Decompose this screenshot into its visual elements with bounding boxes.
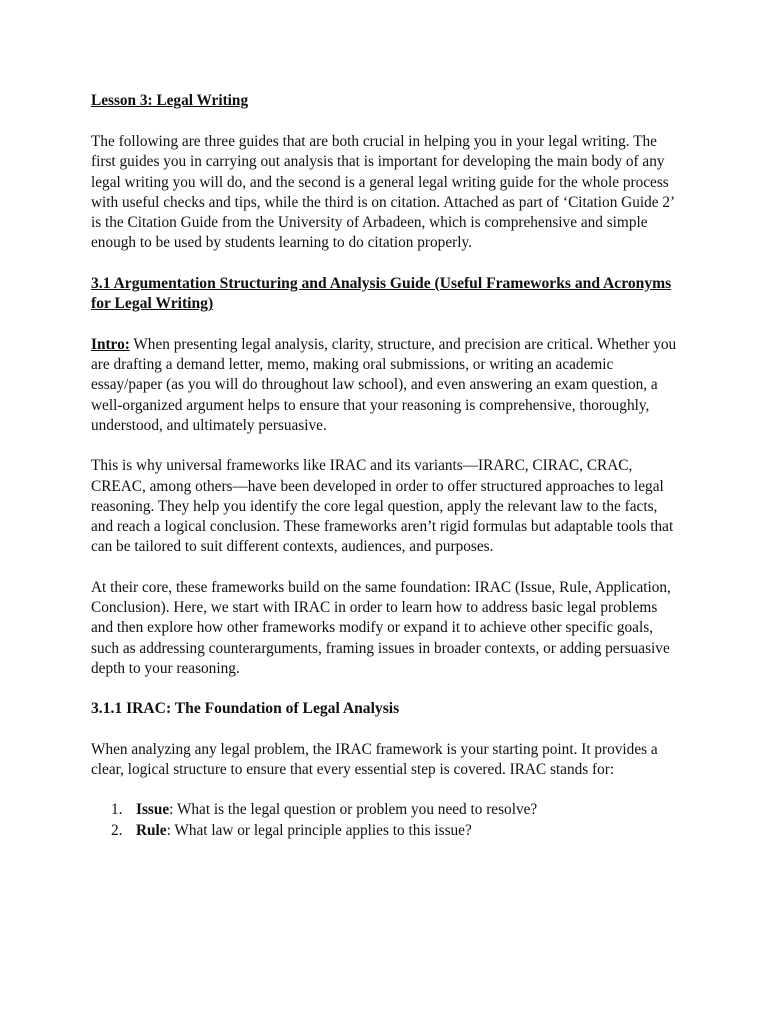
core-paragraph: At their core, these frameworks build on the same foundation: IRAC (Issue, Rule, Application, Conclusion). Here, we start with IRAC in order to learn how to address basic legal problems and then explore how other frameworks modify or expand it to achieve other specific goals, such as addressing counterarguments, framing issues in broader contexts, or adding persuasive depth to your reasoning.	[91, 578, 671, 677]
list-item	[91, 800, 680, 820]
list-term: Issue	[136, 801, 170, 819]
intro-section-paragraph	[91, 335, 680, 436]
intro-text: When presenting legal analysis, clarity, structure, and precision are critical. Whether you are drafting a demand letter, memo, making oral submissions, or writing an academic essay/paper (as you will do throughout law school), and even answering an exam question, a well-organized argument helps to ensure that your reasoning is comprehensive, thoroughly, understood, and ultimately persuasive.	[91, 335, 677, 434]
subsection-heading: 3.1.1 IRAC: The Foundation of Legal Analysis	[91, 700, 400, 718]
list-text: : What is the legal question or problem you need to resolve?	[169, 801, 538, 819]
list-number: 2.	[111, 821, 123, 839]
document-title: Lesson 3: Legal Writing	[91, 92, 249, 109]
irac-paragraph: When analyzing any legal problem, the IRAC framework is your starting point. It provides a clear, logical structure to ensure that every essential step is covered. IRAC stands for:	[91, 740, 658, 779]
section-heading: 3.1 Argumentation Structuring and Analysis Guide (Useful Frameworks and Acronyms for Legal Writing)	[91, 274, 672, 313]
irac-list	[91, 800, 680, 841]
intro-paragraph: The following are three guides that are both crucial in helping you in your legal writing. The first guides you in carrying out analysis that is important for developing the main body of any legal writing you will do, and the second is a general legal writing guide for the whole process with useful checks and tips, while the third is on citation. Attached as part of ‘Citation Guide 2’ is the Citation Guide from the University of Arbadeen, which is comprehensive and simple enough to be used by students learning to do citation properly.	[91, 133, 674, 252]
intro-label: Intro:	[91, 335, 130, 353]
list-number: 1.	[111, 801, 123, 819]
list-item	[91, 821, 680, 841]
list-text: : What law or legal principle applies to this issue?	[166, 821, 472, 839]
list-term: Rule	[136, 821, 167, 839]
frameworks-paragraph: This is why universal frameworks like IRAC and its variants—IRARC, CIRAC, CRAC, CREAC, among others—have been developed in order to offer structured approaches to legal reasoning. They help you identify the core legal question, apply the relevant law to the facts, and reach a logical conclusion. These frameworks aren’t rigid formulas but adaptable tools that can be tailored to suit different contexts, audiences, and purposes.	[91, 457, 674, 556]
